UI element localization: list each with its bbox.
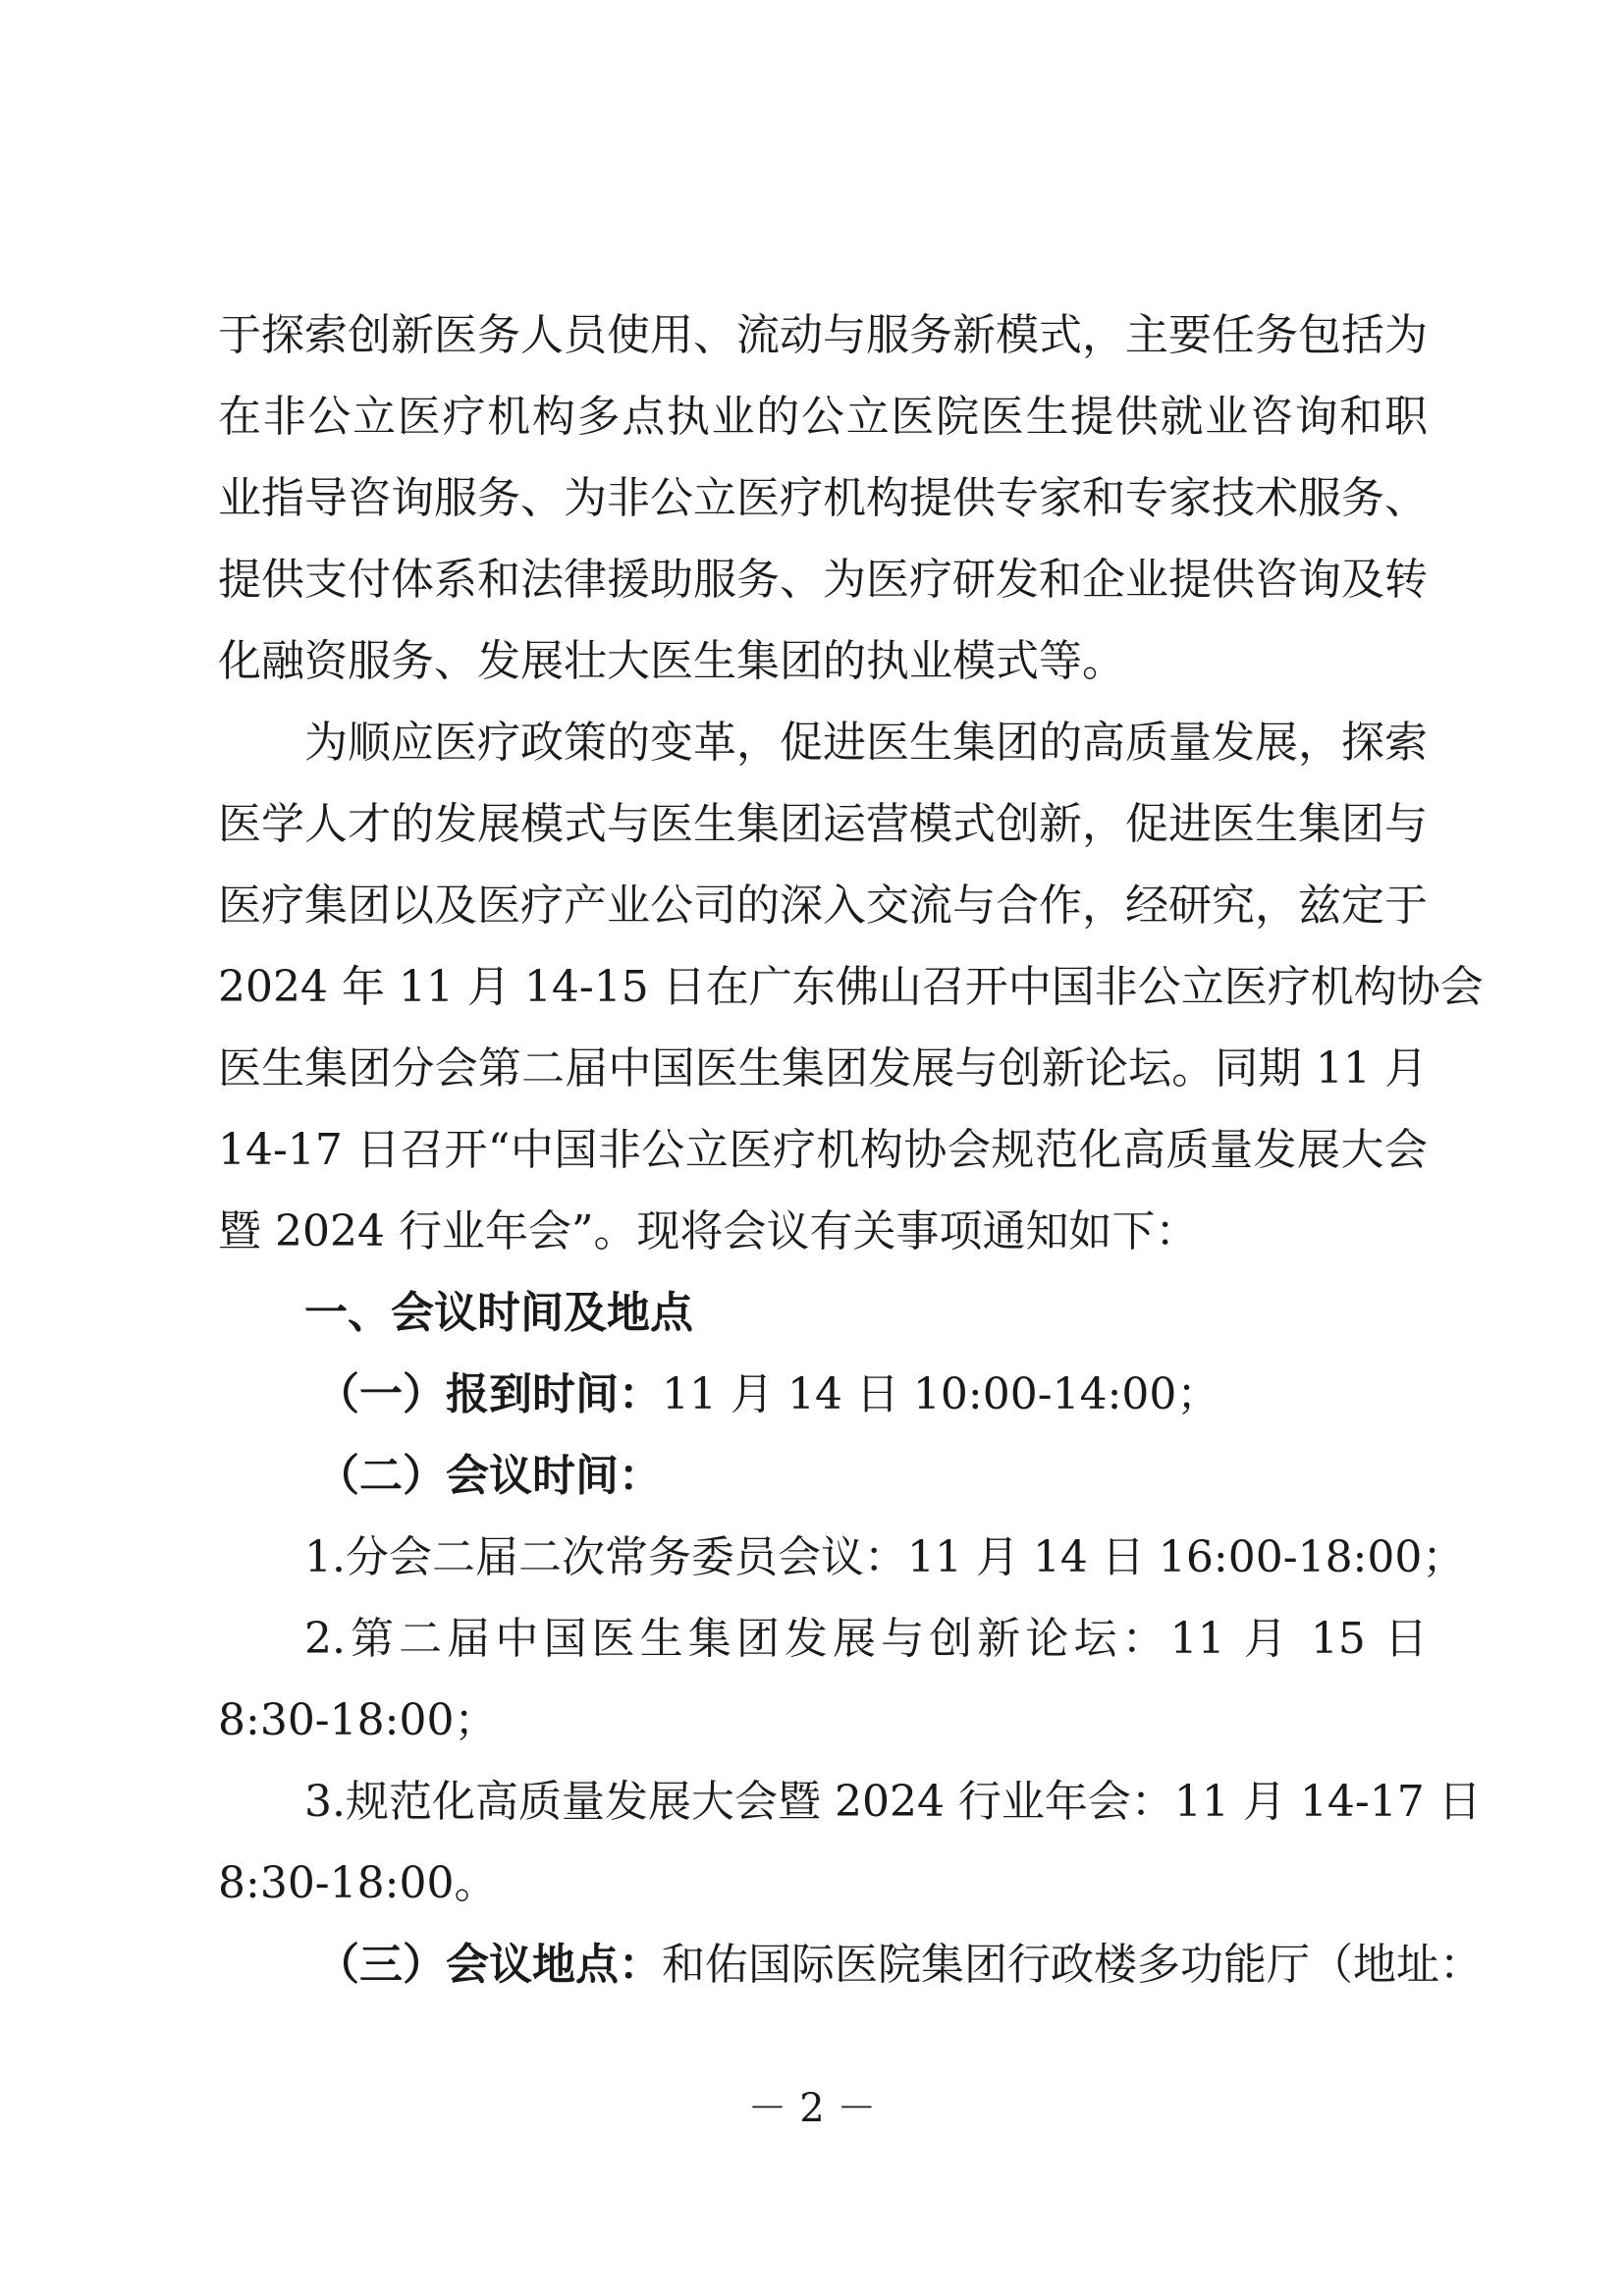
paragraph-1 [218, 294, 1428, 702]
registration-value: 11 月 14 日 10:00-14:00； [662, 1369, 1220, 1419]
registration-time [218, 1354, 1428, 1435]
meeting-time [218, 1435, 1428, 1517]
text-line: 1.分会二届二次常务委员会议：11 月 14 日 16:00-18:00； [304, 1532, 1466, 1582]
paragraph-2 [218, 702, 1484, 1272]
text-line: 医学人才的发展模式与医生集团运营模式创新，促进医生集团与 [218, 799, 1428, 849]
text-line: 在非公立医疗机构多点执业的公立医院医生提供就业咨询和职 [218, 392, 1428, 442]
text-line: 暨 2024 行业年会”。现将会议有关事项通知如下： [218, 1206, 1199, 1256]
meeting-item-3 [218, 1761, 1482, 1924]
venue-label: （三）会议地点： [316, 1940, 662, 1990]
page-number: － 2 － [747, 2086, 877, 2131]
text-line: 化融资服务、发展壮大医生集团的执业模式等。 [218, 636, 1125, 686]
registration-label: （一）报到时间： [316, 1369, 662, 1419]
text-line: 2.第二届中国医生集团发展与创新论坛：11 月 15 日 [304, 1614, 1428, 1664]
text-line: 医生集团分会第二届中国医生集团发展与创新论坛。同期 11 月 [218, 1043, 1428, 1094]
section-heading: 一、会议时间及地点 [304, 1288, 693, 1338]
text-line: 为顺应医疗政策的变革，促进医生集团的高质量发展，探索 [304, 718, 1428, 768]
text-line: 医疗集团以及医疗产业公司的深入交流与合作，经研究，兹定于 [218, 881, 1428, 931]
venue-value: 和佑国际医院集团行政楼多功能厅（地址： [662, 1940, 1483, 1990]
venue [218, 1924, 1483, 2005]
text-line: 8:30-18:00。 [218, 1858, 498, 1908]
text-line: 于探索创新医务人员使用、流动与服务新模式，主要任务包括为 [218, 310, 1428, 360]
text-line: 业指导咨询服务、为非公立医疗机构提供专家和专家技术服务、 [218, 473, 1428, 523]
text-line: 提供支付体系和法律援助服务、为医疗研发和企业提供咨询及转 [218, 555, 1428, 605]
text-line: 2024 年 11 月 14-15 日在广东佛山召开中国非公立医疗机构协会 [218, 962, 1484, 1012]
text-line: 8:30-18:00； [218, 1695, 498, 1745]
text-line: 14-17 日召开“中国非公立医疗机构协会规范化高质量发展大会 [218, 1125, 1428, 1175]
text-line: 3.规范化高质量发展大会暨 2024 行业年会：11 月 14-17 日 [304, 1777, 1482, 1827]
meeting-item-2 [218, 1598, 1428, 1761]
meeting-item-1 [218, 1517, 1466, 1598]
document-body [218, 294, 1484, 2005]
meeting-time-label: （二）会议时间： [316, 1451, 662, 1501]
